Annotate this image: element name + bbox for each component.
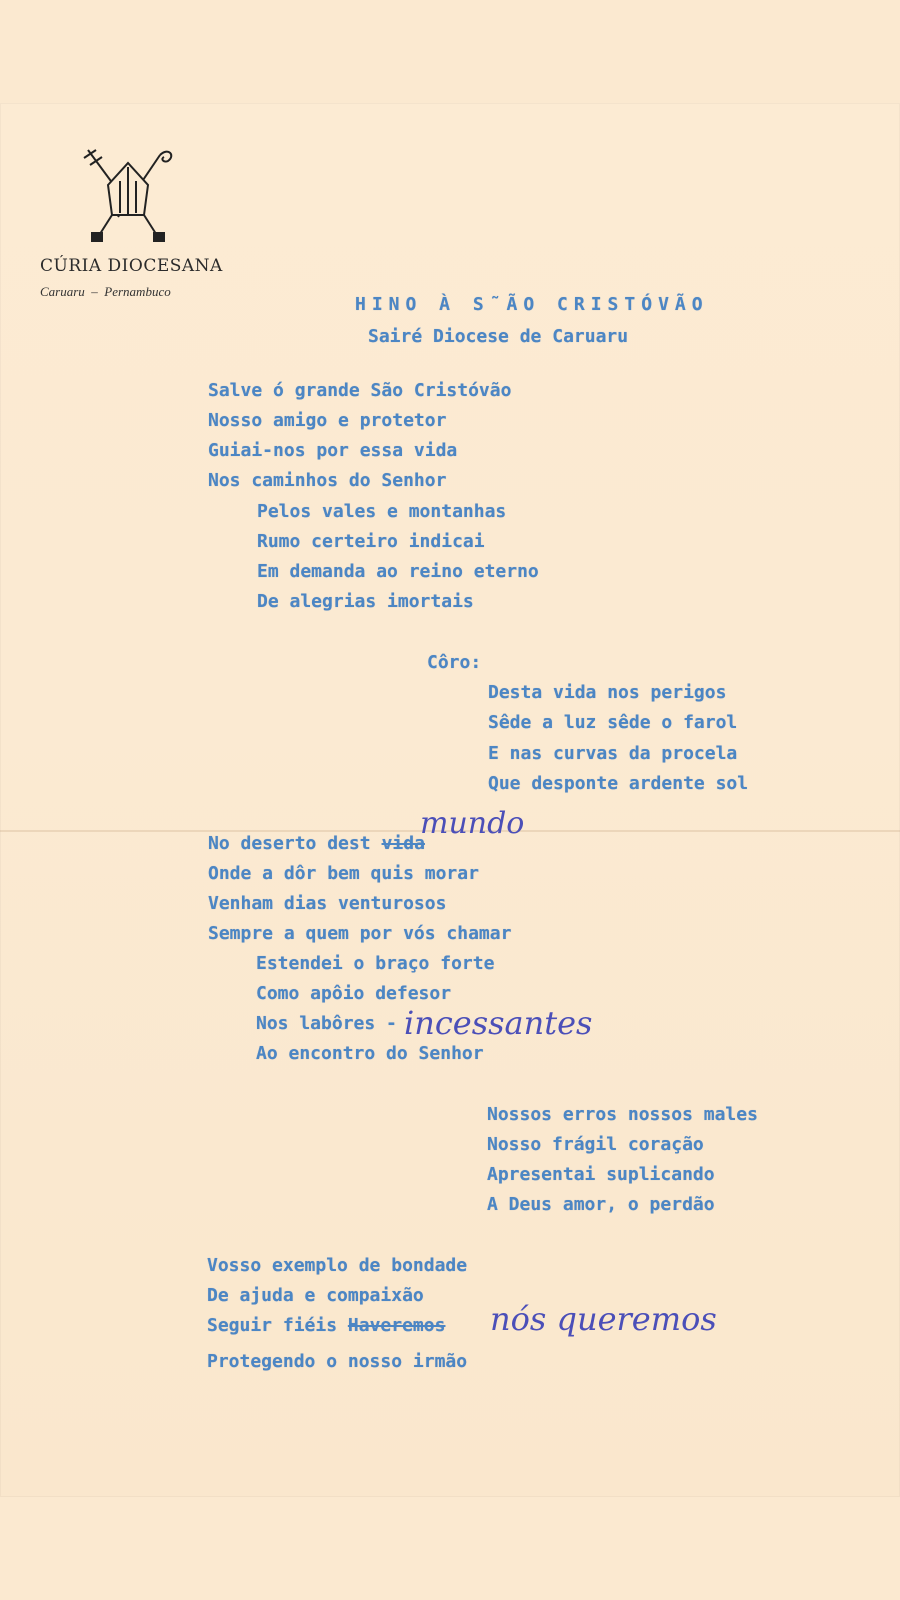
- handwritten-incessantes: incessantes: [404, 1004, 593, 1042]
- diocese-seal-icon: [78, 145, 178, 245]
- hymn-title: HINO À S˜ÃO CRISTÓVÃO: [355, 294, 709, 315]
- coro-line3: E nas curvas da procela: [488, 743, 738, 764]
- coro-line4: Que desponte ardente sol: [488, 773, 749, 794]
- stanza3-line3-struck: Haveremos: [347, 1315, 446, 1336]
- stanza1b-line4: De alegrias imortais: [257, 591, 474, 612]
- stanza3-line3-text: Seguir fiéis: [207, 1315, 348, 1336]
- stanza1-line2: Nosso amigo e protetor: [208, 410, 447, 431]
- stanza3-line4: Protegendo o nosso irmão: [207, 1351, 468, 1372]
- letterhead-name: CÚRIA DIOCESANA: [40, 256, 223, 276]
- stanza2b-line4: Ao encontro do Senhor: [256, 1043, 484, 1064]
- stanza2b-line3: Nos labôres -: [256, 1013, 397, 1034]
- stanza2b-line1: Estendei o braço forte: [256, 953, 495, 974]
- stanza2-line1: [208, 833, 425, 854]
- coro-label: Côro:: [427, 652, 482, 673]
- refrain2-line3: Apresentai suplicando: [487, 1164, 715, 1185]
- refrain2-line4: A Deus amor, o perdão: [487, 1194, 715, 1215]
- stanza3-line3: [207, 1315, 445, 1336]
- stanza3-line1: Vosso exemplo de bondade: [207, 1255, 468, 1276]
- refrain2-line2: Nosso frágil coração: [487, 1134, 704, 1155]
- stanza2b-line2: Como apôio defesor: [256, 983, 452, 1004]
- stanza3-line2: De ajuda e compaixão: [207, 1285, 424, 1306]
- stanza2-line2: Onde a dôr bem quis morar: [208, 863, 479, 884]
- stanza1b-line1: Pelos vales e montanhas: [257, 501, 507, 522]
- stanza1-line1: Salve ó grande São Cristóvão: [208, 380, 512, 401]
- hymn-subtitle: Sairé Diocese de Caruaru: [368, 326, 629, 347]
- stanza1-line4: Nos caminhos do Senhor: [208, 470, 447, 491]
- stanza1b-line3: Em demanda ao reino eterno: [257, 561, 539, 582]
- coro-line1: Desta vida nos perigos: [488, 682, 727, 703]
- handwritten-mundo: mundo: [420, 806, 525, 841]
- stanza2-line3: Venham dias venturosos: [208, 893, 447, 914]
- stanza2-line1-struck: vida: [381, 833, 425, 854]
- stanza1-line3: Guiai-nos por essa vida: [208, 440, 458, 461]
- stanza1b-line2: Rumo certeiro indicai: [257, 531, 485, 552]
- coro-line2: Sêde a luz sêde o farol: [488, 712, 738, 733]
- stanza2-line1-text: No deserto dest: [208, 833, 371, 854]
- handwritten-nos-queremos: nós queremos: [490, 1300, 717, 1338]
- refrain2-line1: Nossos erros nossos males: [487, 1104, 758, 1125]
- stanza2-line4: Sempre a quem por vós chamar: [208, 923, 512, 944]
- letterhead-city: Caruaru – Pernambuco: [40, 284, 171, 299]
